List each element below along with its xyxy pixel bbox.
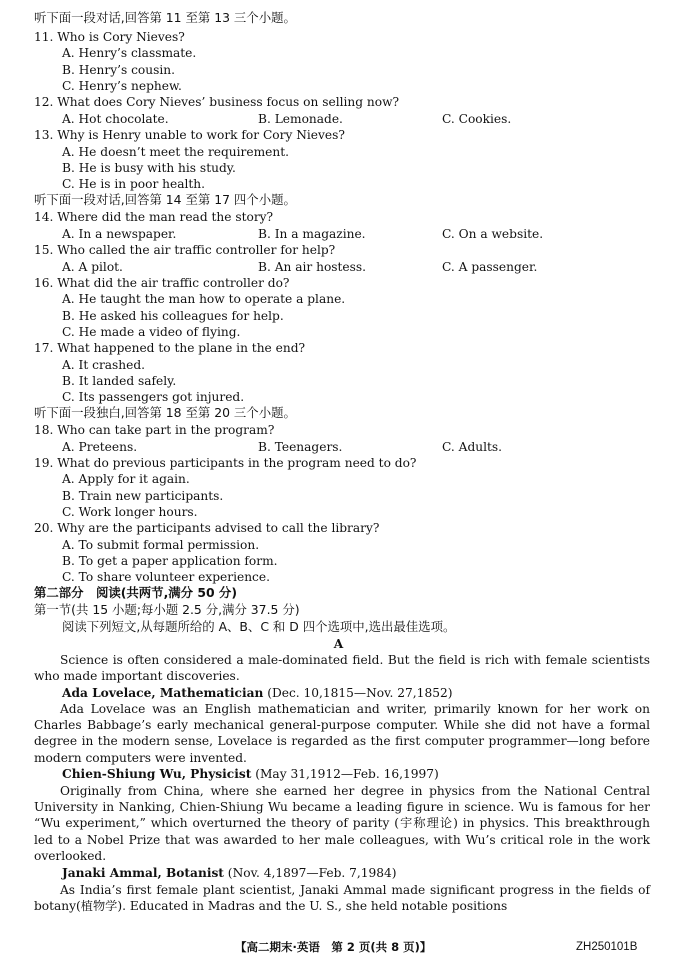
question-18-option-b: B. Teenagers. xyxy=(258,440,343,454)
dialogue-intro-11-13: 听下面一段对话,回答第 11 至第 13 三个小题。 xyxy=(34,10,296,25)
question-12-stem: 12. What does Cory Nieves’ business focus on selling now? xyxy=(34,95,400,109)
question-13-stem: 13. Why is Henry unable to work for Cory Nieves? xyxy=(34,128,345,142)
question-11-stem: 11. Who is Cory Nieves? xyxy=(34,30,185,44)
monologue-intro-18-20: 听下面一段独白,回答第 18 至第 20 三个小题。 xyxy=(34,405,296,420)
footer-code: ZH250101B xyxy=(576,941,638,953)
question-20-option-b: B. To get a paper application form. xyxy=(62,554,278,568)
janaki-paragraph: As India’s first female plant scientist, Janaki Ammal made significant progress in the fields of botany(植物学). Educated in Madras and the U. S., she held notable positions xyxy=(34,883,650,914)
question-16-option-a: A. He taught the man how to operate a plane. xyxy=(62,292,346,306)
question-18-option-c: C. Adults. xyxy=(442,440,503,454)
question-17-option-a: A. It crashed. xyxy=(62,358,146,372)
question-14-option-c: C. On a website. xyxy=(442,227,544,241)
ada-paragraph: Ada Lovelace was an English mathematician and writer, primarily known for her work on Charles Babbage’s early mechanical general-purpose computer. While she did not have a formal degree in the modern sense, Lovelace is regarded as the first computer programmer—long before modern computers were invented. xyxy=(34,702,650,765)
question-13-option-c: C. He is in poor health. xyxy=(62,177,206,191)
question-13-option-b: B. He is busy with his study. xyxy=(62,161,236,175)
janaki-heading: Janaki Ammal, Botanist xyxy=(62,866,224,880)
passage-intro-paragraph: Science is often considered a male-dominated field. But the field is rich with female scientists who made important discoveries. xyxy=(34,653,650,684)
wu-heading: Chien-Shiung Wu, Physicist xyxy=(62,767,252,781)
question-15-option-b: B. An air hostess. xyxy=(258,260,367,274)
wu-dates: (May 31,1912—Feb. 16,1997) xyxy=(251,767,439,781)
question-14-option-a: A. In a newspaper. xyxy=(62,227,177,241)
question-16-stem: 16. What did the air traffic controller do? xyxy=(34,276,290,290)
reading-section-title: 第一节(共 15 小题;每小题 2.5 分,满分 37.5 分) xyxy=(34,602,300,617)
question-14-stem: 14. Where did the man read the story? xyxy=(34,210,274,224)
question-12-option-a: A. Hot chocolate. xyxy=(62,112,169,126)
question-19-stem: 19. What do previous participants in the program need to do? xyxy=(34,456,417,470)
question-15-option-a: A. A pilot. xyxy=(62,260,123,274)
question-13-option-a: A. He doesn’t meet the requirement. xyxy=(62,145,289,159)
question-20-stem: 20. Why are the participants advised to call the library? xyxy=(34,521,380,535)
question-15-option-c: C. A passenger. xyxy=(442,260,538,274)
ada-dates: (Dec. 10,1815—Nov. 27,1852) xyxy=(263,686,453,700)
question-16-option-b: B. He asked his colleagues for help. xyxy=(62,309,284,323)
wu-paragraph: Originally from China, where she earned her degree in physics from the National Central University in Nanking, Chien-Shiung Wu became a leading figure in science. Wu is famous for her “Wu experiment,” which overturned the theory of parity (宇称理论) in physics. This breakthrough led to a Nobel Prize that was awarded to her male colleagues, with Wu’s critical role in the work overlooked. xyxy=(34,784,650,863)
question-14-option-b: B. In a magazine. xyxy=(258,227,366,241)
janaki-dates: (Nov. 4,1897—Feb. 7,1984) xyxy=(223,866,397,880)
question-16-option-c: C. He made a video of flying. xyxy=(62,325,241,339)
footer-page-label: 【高二期末·英语 第 2 页(共 8 页)】 xyxy=(235,940,432,954)
question-20-option-a: A. To submit formal permission. xyxy=(62,538,260,552)
question-19-option-a: A. Apply for it again. xyxy=(62,472,190,486)
question-17-stem: 17. What happened to the plane in the end? xyxy=(34,341,306,355)
reading-part-title: 第二部分 阅读(共两节,满分 50 分) xyxy=(34,585,237,600)
question-11-option-b: B. Henry’s cousin. xyxy=(62,63,175,77)
passage-label: A xyxy=(333,637,344,651)
question-11-option-c: C. Henry’s nephew. xyxy=(62,79,182,93)
ada-heading: Ada Lovelace, Mathematician xyxy=(62,686,264,700)
question-12-option-c: C. Cookies. xyxy=(442,112,512,126)
ada-heading-line xyxy=(62,685,452,701)
janaki-heading-line xyxy=(62,865,397,881)
question-15-stem: 15. Who called the air traffic controller for help? xyxy=(34,243,336,257)
reading-instruction: 阅读下列短文,从每题所给的 A、B、C 和 D 四个选项中,选出最佳选项。 xyxy=(62,619,456,634)
question-17-option-c: C. Its passengers got injured. xyxy=(62,390,245,404)
question-11-option-a: A. Henry’s classmate. xyxy=(62,46,197,60)
question-18-stem: 18. Who can take part in the program? xyxy=(34,423,275,437)
dialogue-intro-14-17: 听下面一段对话,回答第 14 至第 17 四个小题。 xyxy=(34,192,296,207)
question-20-option-c: C. To share volunteer experience. xyxy=(62,570,270,584)
question-12-option-b: B. Lemonade. xyxy=(258,112,343,126)
question-19-option-c: C. Work longer hours. xyxy=(62,505,198,519)
question-17-option-b: B. It landed safely. xyxy=(62,374,177,388)
wu-heading-line xyxy=(62,766,439,782)
question-19-option-b: B. Train new participants. xyxy=(62,489,224,503)
question-18-option-a: A. Preteens. xyxy=(62,440,138,454)
